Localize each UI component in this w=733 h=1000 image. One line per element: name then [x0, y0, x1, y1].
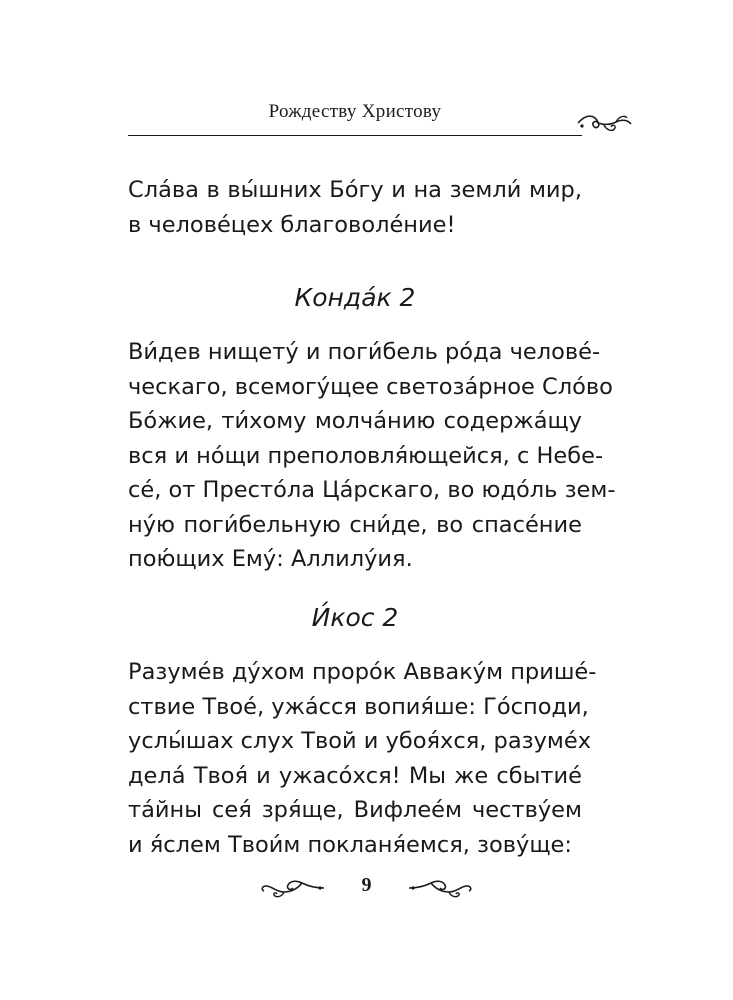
ikos-line: дела́ Твоя́ и ужасо́хся! Мы же сбытие́	[128, 762, 582, 789]
kontakion-line: Бо́жие, ти́хому молча́нию содержа́щу	[128, 408, 582, 434]
kontakion-paragraph	[128, 335, 616, 577]
flourish-ornament-icon	[405, 876, 475, 900]
kontakion-line: ну́ю поги́бельную сни́де, во спасе́ние	[128, 511, 582, 538]
ikos-heading: И́кос 2	[311, 603, 399, 632]
page-footer	[250, 872, 483, 904]
kontakion-heading: Конда́к 2	[294, 283, 416, 312]
page-number: 9	[361, 874, 372, 896]
running-head	[128, 97, 582, 141]
ikos-paragraph	[128, 655, 597, 862]
kontakion-line: Ви́дев нищету́ и поги́бель ро́да челове́-	[128, 339, 601, 365]
intro-paragraph	[128, 173, 582, 242]
intro-line: Сла́ва в вы́шних Бо́гу и на земли́ мир,	[128, 177, 582, 203]
running-title: Рождеству Христову	[268, 101, 442, 122]
ikos-line: та́йны сея́ зря́ще, Вифлее́м честву́ем	[128, 797, 582, 823]
kontakion-line: ческаго, всемогу́щее светоза́рное Сло́во	[128, 373, 613, 400]
kontakion-line: вся и но́щи преполовля́ющейся, с Небе-	[128, 442, 604, 469]
ikos-line: ствие Твое́, ужа́сся вопия́ше: Го́споди,	[128, 693, 589, 720]
kontakion-line: се́, от Престо́ла Ца́рскаго, во юдо́ль зем-	[128, 477, 616, 503]
intro-line: в челове́цех благоволе́ние!	[128, 211, 456, 238]
kontakion-line: пою́щих Ему́: Аллилу́ия.	[128, 546, 413, 572]
ikos-line: услы́шах слух Твой и убоя́хся, разуме́х	[128, 728, 592, 754]
header-rule	[128, 135, 582, 136]
flourish-ornament-icon	[574, 110, 634, 136]
ikos-line: и я́слем Твои́м покланя́емся, зову́ще:	[128, 831, 572, 858]
ikos-line: Разуме́в ду́хом проро́к Авваку́м прише́-	[128, 659, 597, 685]
